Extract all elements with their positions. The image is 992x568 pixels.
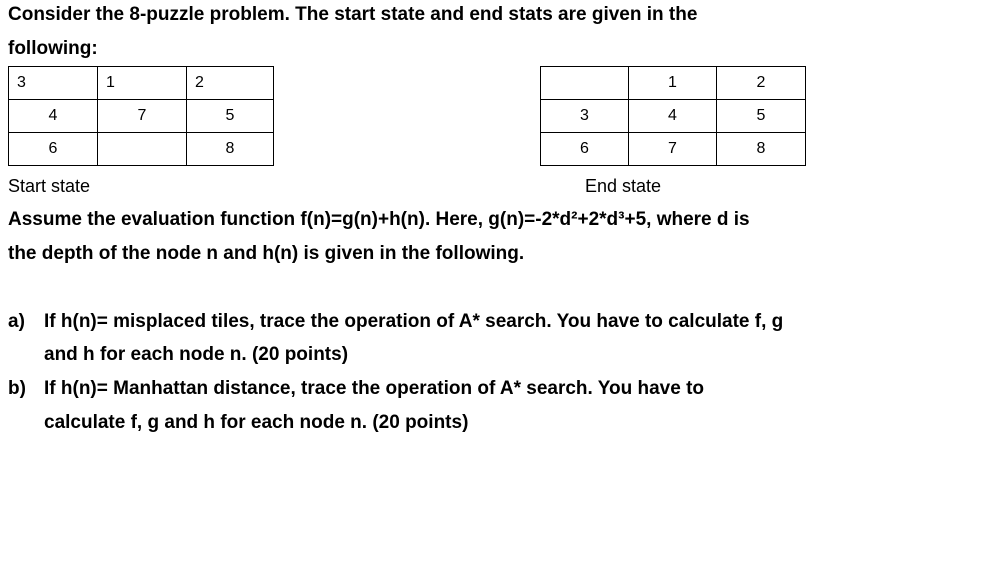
end-cell: 3 bbox=[541, 100, 629, 133]
item-a-text-1: If h(n)= misplaced tiles, trace the operation of A* search. You have to calculate f, g bbox=[44, 311, 784, 332]
end-cell: 6 bbox=[541, 133, 629, 166]
start-cell: 8 bbox=[187, 133, 274, 166]
item-a-label: a) bbox=[8, 311, 25, 332]
start-state-grid bbox=[8, 66, 274, 166]
assume-line-2: the depth of the node n and h(n) is given in the following. bbox=[8, 243, 525, 264]
item-b-line-2: calculate f, g and h for each node n. (20 points) bbox=[44, 412, 469, 433]
end-row-3 bbox=[541, 133, 806, 166]
start-cell: 7 bbox=[98, 100, 187, 133]
start-row-3 bbox=[9, 133, 274, 166]
start-cell: 4 bbox=[9, 100, 98, 133]
item-b-line-1 bbox=[8, 378, 704, 400]
assume-line-1: Assume the evaluation function f(n)=g(n)+h(n). Here, g(n)=-2*d²+2*d³+5, where d is bbox=[8, 209, 750, 230]
start-cell bbox=[98, 133, 187, 166]
end-row-1 bbox=[541, 67, 806, 100]
end-cell: 4 bbox=[629, 100, 717, 133]
end-cell: 1 bbox=[629, 67, 717, 100]
end-row-2 bbox=[541, 100, 806, 133]
intro-line-1: Consider the 8-puzzle problem. The start state and end stats are given in the bbox=[8, 4, 698, 25]
start-cell: 6 bbox=[9, 133, 98, 166]
start-cell: 2 bbox=[187, 67, 274, 100]
end-cell: 2 bbox=[717, 67, 806, 100]
start-cell: 1 bbox=[98, 67, 187, 100]
start-cell: 3 bbox=[9, 67, 98, 100]
item-b-label: b) bbox=[8, 378, 26, 399]
start-state-caption: Start state bbox=[8, 176, 91, 196]
start-cell: 5 bbox=[187, 100, 274, 133]
start-row-1 bbox=[9, 67, 274, 100]
start-row-2 bbox=[9, 100, 274, 133]
end-state-caption: End state bbox=[585, 176, 662, 196]
intro-line-2: following: bbox=[8, 38, 98, 59]
item-b-text-1: If h(n)= Manhattan distance, trace the operation of A* search. You have to bbox=[44, 378, 705, 399]
item-a-line-2: and h for each node n. (20 points) bbox=[44, 344, 349, 365]
end-state-grid bbox=[540, 66, 806, 166]
end-cell: 8 bbox=[717, 133, 806, 166]
end-cell: 7 bbox=[629, 133, 717, 166]
end-cell: 5 bbox=[717, 100, 806, 133]
end-cell bbox=[541, 67, 629, 100]
item-a-line-1 bbox=[8, 311, 783, 333]
